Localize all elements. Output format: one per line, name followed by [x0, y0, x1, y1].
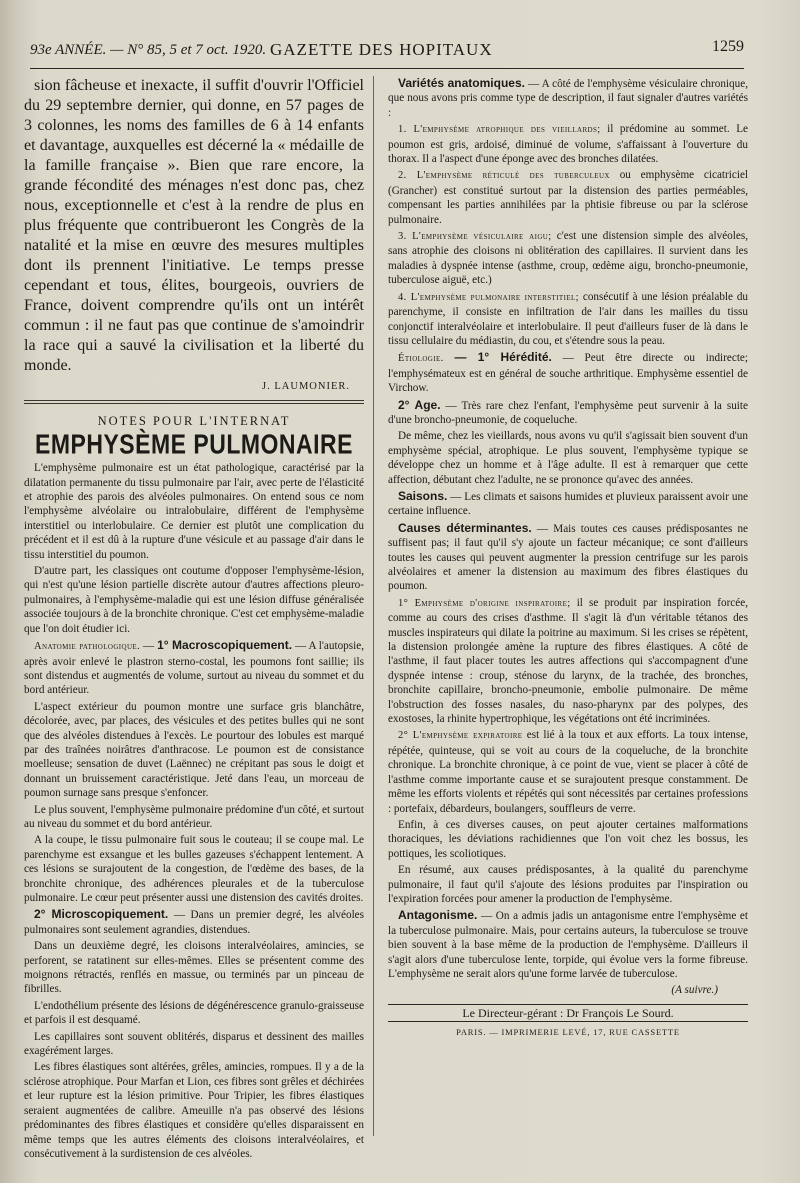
varieties-paragraph	[388, 76, 748, 120]
cause-label: 1° Emphysème d'origine inspiratoire;	[398, 597, 571, 609]
paragraph-text: ou emphysème cicatriciel (Grancher) est constitué surtout par la distension des parties perméables, compensant les parties annihilées par la phtisie fibreuse ou par la sclérose pulmonaire.	[388, 169, 749, 226]
article-end-paragraph: sion fâcheuse et inexacte, il suffit d'ouvrir l'Officiel du 29 septembre dernier, qui donne, en 57 pages de 3 colonnes, les noms des familles de 6 à 14 enfants et davantage, auxquelles est décerné la « médaille de la famille française ». Bien que rare encore, la grande fécondité des ménages n'est donc pas, chez nous, exceptionnelle et c'est à la rendre de plus en plus fréquente que contribueront les Congrès de la natalité et la mise en œuvre des mesures multiples dont ils prennent l'initiative. Le temps presse cependant et tous, élites, bourgeois, ouvriers de France, doivent comprendre qu'ils ont un intérêt commun : il ne faut pas que continue de s'amoindrir la race qui a sauvé la civilisation et la liberté du monde.	[24, 77, 364, 374]
seasons-paragraph	[388, 489, 748, 519]
issue-info: 93e ANNÉE. — N° 85, 5 et 7 oct. 1920.	[30, 42, 267, 58]
paragraph-text: — A l'autopsie, après avoir enlevé le plastron sterno-costal, les poumons font saillie; ils sont distendus et augmentés de volume, surtout au niveau du sommet et du bord antérieur.	[24, 640, 365, 697]
section-heading: NOTES POUR L'INTERNAT	[97, 414, 291, 429]
antagonism-paragraph	[388, 908, 748, 981]
page-number: 1259	[712, 38, 744, 55]
paragraph: Dans un deuxième degré, les cloisons interalvéolaires, amincies, se perforent, se ratatinent sur elles-mêmes. Elles se présentent comme des moignons rétractés, renflés en massue, ou terminés par un pinceau de fibrilles.	[24, 940, 364, 996]
variety-label: 4. L'emphysème pulmonaire interstitiel;	[398, 291, 580, 303]
subsection-heading: 2° Age.	[398, 397, 441, 412]
micro-paragraph	[24, 907, 364, 937]
paragraph-text: consécutif à une lésion préalable du parenchyme, il consiste en infiltration de l'air dans les mailles du tissu conjonctif interalvéolaire et interlobulaire. Il peut d'ailleurs fuser de là dans le tissu cellulaire du médiastin, du cou, et s'étendre sous la peau.	[388, 290, 749, 347]
paragraph: Les capillaires sont souvent oblitérés, disparus et dessinent des mailles exagérément larges.	[24, 1030, 364, 1058]
left-column	[24, 76, 364, 1163]
journal-title: GAZETTE DES HOPITAUX	[270, 40, 493, 59]
variety-item	[388, 290, 748, 349]
subsection-heading: — 1° Hérédité.	[454, 350, 552, 365]
cause-item	[388, 728, 748, 815]
article-title: EMPHYSÈME PULMONAIRE	[35, 428, 353, 460]
subsection-heading: 1° Macroscopiquement.	[157, 638, 293, 653]
column-divider	[373, 76, 374, 1136]
paragraph-text: — Dans un premier degré, les alvéoles pulmonaires sont seulement agrandies, distendues.	[24, 909, 364, 936]
subsection-heading: Variétés anatomiques.	[398, 76, 525, 90]
to-be-continued: (A suivre.)	[671, 984, 718, 997]
subsection-heading: 2° Microscopiquement.	[34, 907, 169, 922]
paragraph: De même, chez les vieillards, nous avons vu qu'il s'agissait bien souvent d'un emphysème spécial, atrophique. Le plus souvent, l'emphysème typique se développe chez un homme et à l'âge adulte. Il est à remarquer que cette affection, débutant chez l'adulte, ne se prononce qu'avec des années.	[388, 430, 748, 486]
paragraph: Les fibres élastiques sont altérées, grêles, amincies, rompues. Il y a de la sclérose atrophique. Pour Marfan et Lion, ces fibres sont grêles et déchirées et leur rupture est la lésion primitive. Pour Tripier, les fibres élastiques seraient augmentées de calibre. Ameuille n'a pas observé des lésions prédominantes des fibres élastiques et considère qu'elles disparaissent en même temps que les autres éléments des cloisons interalvéolaires, et consécutivement à la surdistension de ces alvéoles.	[24, 1061, 364, 1160]
variety-item	[388, 229, 748, 288]
paragraph-text: c'est une distension simple des alvéoles, sans atrophie des cloisons ni oblitération des capillaires. Il survient dans les maladies à dyspnée intense (asthme, croup, œdème aigu, broncho-pneumonie, tuberculose aiguë, etc.)	[388, 230, 748, 287]
paragraph: D'autre part, les classiques ont coutume d'opposer l'emphysème-lésion, qui n'est qu'une lésion partielle discrète autour d'autres affections pleuro-pulmonaires, à l'emphysème-maladie qui est une lésion diffuse généralisée associée toujours à de la bronchite chronique. C'est cet emphysème-maladie que l'on doit étudier ici.	[24, 565, 365, 635]
paragraph-text: il se produit par inspiration forcée, comme au cours des crises d'asthme. Il s'agit là d'un véritable tétanos des muscles inspirateurs qui dilate la poitrine au maximum. Si les crises se répètent, la distension prolongée amène la rupture des fibres élastiques. A côté de l'asthme, il faut placer toutes les autres affections qui s'accompagnent d'une dyspnée intense : croup, sténose du larynx, de la trachée, des bronches, bronchite capillaire, broncho-pneumonie, embolie pulmonaire. De même l'obstruction des fosses nasales, du naso-pharynx par des polypes, des exostoses, la rhinite hypertrophique, les végétations ont été incriminées.	[388, 596, 748, 726]
paragraph: A la coupe, le tissu pulmonaire fuit sous le couteau; il se coupe mal. Le parenchyme est exsangue et les bulles gazeuses s'échappent lentement. A ces lésions se surajoutent de la congestion, de l'œdème des bases, de la bronchite chronique, des adhérences pleurales et de la tuberculose pulmonaire. Le cœur peut présenter aussi une distension des cavités droites.	[24, 834, 364, 904]
subsection-heading: Saisons.	[398, 488, 448, 503]
paragraph: Enfin, à ces diverses causes, on peut ajouter certaines malformations thoraciques, les déviations rachidiennes que l'on voit chez les bossus, les pottiques, les scoliotiques.	[388, 818, 748, 860]
anatomy-paragraph: Anatomie pathologique. — 1° Macroscopiquement. — A l'autopsie, après avoir enlevé le plastron sterno-costal, les poumons font saillie; ils sont distendus et augmentés de volume, surtout au niveau du sommet et du bord antérieur.	[24, 638, 365, 697]
variety-label: 2. L'emphysème réticulé des tuberculeux	[398, 170, 610, 182]
subsection-heading: Antagonisme.	[398, 908, 478, 923]
printer-line: PARIS. — IMPRIMERIE LEVÉ, 17, RUE CASSETTE	[456, 1027, 680, 1038]
paragraph-text: — Très rare chez l'enfant, l'emphysème peut survenir à la suite d'une broncho-pneumonie, de coqueluche.	[388, 399, 748, 426]
variety-item	[388, 122, 748, 166]
variety-label: 1. L'emphysème atrophique des vieillards;	[398, 124, 601, 136]
paragraph-text: — Les climats et saisons humides et pluvieux paraissent avoir une certaine influence.	[388, 490, 748, 518]
cause-label: 2° L'emphysème expiratoire	[398, 730, 523, 742]
subsection-heading: Causes déterminantes.	[398, 520, 532, 535]
author-signature: J. LAUMONIER.	[262, 381, 350, 392]
paragraph: En résumé, aux causes prédisposantes, à la qualité du parenchyme pulmonaire, il faut qu'il s'ajoute des lésions produites par l'inspiration ou l'expiration forcées pour amener la production de l'emphysème.	[388, 864, 748, 905]
variety-item	[388, 168, 748, 227]
paragraph: L'aspect extérieur du poumon montre une surface gris blanchâtre, décolorée, avec, par places, des vésicules et des petites bulles qui ne sont que des alvéoles distendues à l'excès. Le pourtour des lobules est marqué par des traînées noirâtres d'anthracose. Le poumon est de consistance moelleuse; sensation de duvet (Laënnec) ne crépitant pas sous le doigt et donnant un bruissement caractéristique. Jeté dans l'eau, un morceau de poumon surnage sans presque s'enfoncer.	[24, 700, 364, 800]
paragraph-text: — Mais toutes ces causes prédisposantes ne suffisent pas; il faut qu'il s'y ajoute un facteur mécanique; ce sont d'ailleurs toutes les causes qui peuvent augmenter la pression centrifuge sur les parois alvéolaires et amener la distension au maximum des fibres élastiques du poumon.	[388, 522, 749, 593]
paragraph-text: — On a admis jadis un antagonisme entre l'emphysème et la tuberculose pulmonaire. Mais, pour certains auteurs, la tuberculose se trouve bien souvent à la base même de la production de l'emphysème. D'ailleurs il s'agit alors d'une tuberculose lente, torpide, qui évolue vers la forme fibreuse. L'emphysème ne serait alors qu'une forme larvée de tuberculose.	[388, 910, 748, 980]
paragraph: Le plus souvent, l'emphysème pulmonaire prédomine d'un côté, et surtout au niveau du sommet et du bord antérieur.	[24, 803, 364, 830]
paragraph-text: — A côté de l'emphysème vésiculaire chronique, que nous avons pris comme type de description, il faut signaler d'autres variétés :	[388, 78, 748, 119]
director-line: Le Directeur-gérant : Dr François Le Sourd.	[388, 1004, 748, 1022]
page-header	[30, 36, 744, 66]
paragraph-text: est lié à la toux et aux efforts. La toux intense, répétée, quinteuse, qui se voit au cours de la coqueluche, de la bronchite chronique. La bronchite chronique, à ce point de vue, vient se placer à côté de l'asthme comme importante cause et se surajoutent presque constamment. De même les efforts violents et répétés qui sont nécessités par certaines professions : portefaix, débardeurs, boulangers, souffleurs de verre.	[388, 729, 749, 815]
paragraph-text: — Peut être directe ou indirecte; l'emphysémateux est en général de souche arthritique. Emphysème essentiel de Virchow.	[388, 352, 749, 395]
etiology-paragraph	[388, 350, 748, 395]
header-rule	[30, 68, 744, 69]
right-column	[388, 76, 748, 1040]
subsection-label: Étiologie.	[398, 353, 444, 365]
subsection-label: Anatomie pathologique.	[34, 641, 141, 653]
cause-item	[388, 596, 748, 727]
section-rule	[24, 400, 364, 404]
variety-label: 3. L'emphysème vésiculaire aigu;	[398, 231, 552, 243]
paragraph-text: il prédomine au sommet. Le poumon est gris, ardoisé, diminué de volume, s'affaissant à l'ouverture du thorax. Il a l'aspect d'une éponge avec des bronches dilatées.	[388, 123, 749, 166]
causes-paragraph	[388, 521, 748, 594]
age-paragraph	[388, 398, 748, 428]
intro-paragraph: L'emphysème pulmonaire est un état pathologique, caractérisé par la dilatation permanente du tissu pulmonaire par l'air, avec perte de l'élasticité et atrophie des parois des alvéoles pulmonaires. On entend sous ce nom l'emphysème alvéolaire ou intralobulaire, différent de l'emphysème interstitiel ou interlobulaire. Ce dernier est plutôt une complication du précédent et il est dû à la rupture d'une vésicule et au passage d'air dans le tissu interstitiel du poumon.	[24, 462, 364, 561]
paragraph: L'endothélium présente des lésions de dégénérescence granulo-graisseuse et parfois il est desquamé.	[24, 999, 364, 1027]
